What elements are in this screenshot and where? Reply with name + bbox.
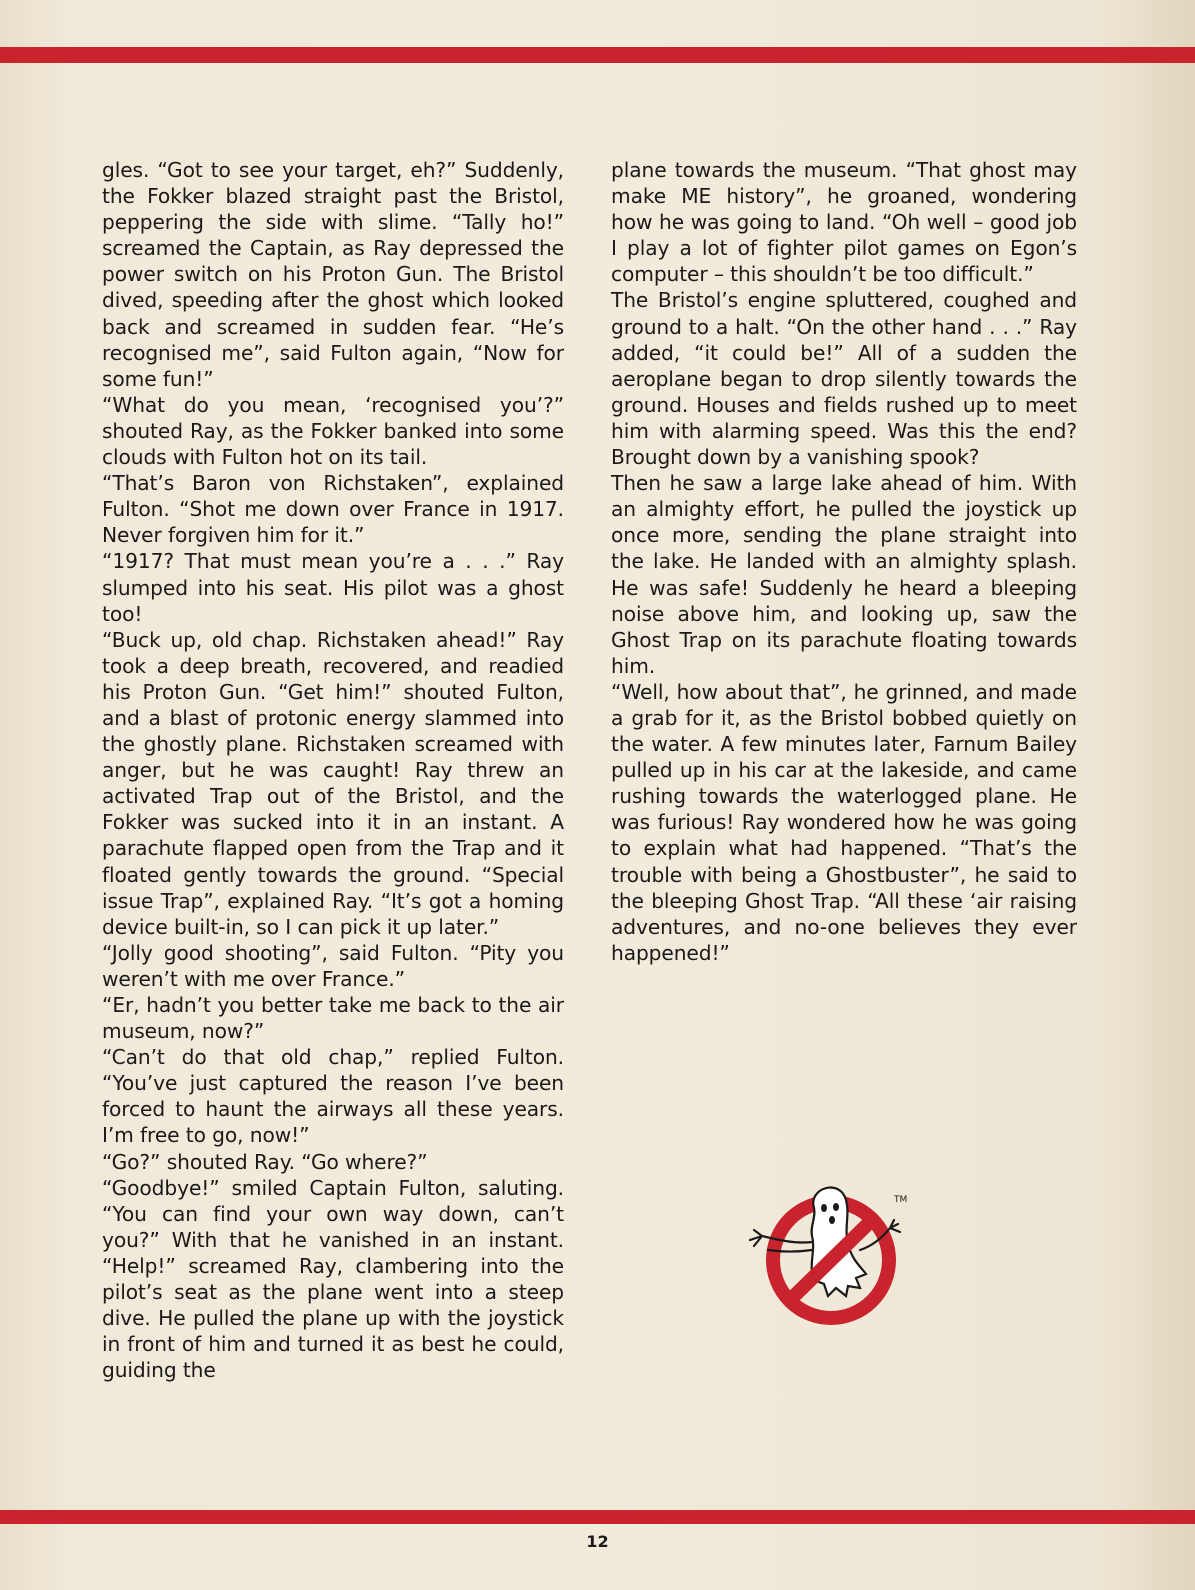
page-number: 12 [586,1532,609,1551]
paragraph: “Well, how about that”, he grinned, and made a grab for it, as the Bristol bobbed quietly on the water. A few minutes later, Farnum Bailey pulled up in his car at the lakeside, and came rushing towards the waterlogged plane. He was furious! Ray wondered how he was going to explain what had happened. “That’s the trouble with being a Ghostbuster”, he said to the bleeping Ghost Trap. “All these ‘air raising adventures, and no-one believes they ever happened!” [611,679,1077,965]
paragraph: Then he saw a large lake ahead of him. With an almighty effort, he pulled the joystick up once more, sending the plane straight into the lake. He landed with an almighty splash. He was safe! Suddenly he heard a bleeping noise above him, and looking up, saw the Ghost Trap on its parachute floating towards him. [611,471,1077,678]
paragraph: “Er, hadn’t you better take me back to the air museum, now?” [102,993,564,1044]
paragraph: “That’s Baron von Richstaken”, explained Fulton. “Shot me down over France in 1917. Never forgiven him for it.” [102,471,564,548]
paragraph: “1917? That must mean you’re a . . .” Ray slumped into his seat. His pilot was a ghost too! [102,549,564,626]
paragraph: “Goodbye!” smiled Captain Fulton, saluting. “You can find your own way down, can’t you?” With that he vanished in an instant. “Help!” screamed Ray, clambering into the pilot’s seat as the plane went into a steep dive. He pulled the plane up with the joystick in front of him and turned it as best he could, guiding the [102,1175,564,1383]
paragraph: “Buck up, old chap. Richstaken ahead!” Ray took a deep breath, recovered, and readied his Proton Gun. “Get him!” shouted Fulton, and a blast of protonic energy slammed into the ghostly plane. Richstaken screamed with anger, but he was caught! Ray threw an activated Trap out of the Bristol, and the Fokker was sucked into it in an instant. A parachute flapped open from the Trap and it floated gently towards the ground. “Special issue Trap”, explained Ray. “It’s got a homing device built-in, so I can pick it up later.” [102,627,564,939]
paragraph: “What do you mean, ‘recognised you’?” shouted Ray, as the Fokker banked into some clouds with Fulton hot on its tail. [102,392,564,470]
paragraph: plane towards the museum. “That ghost may make ME history”, he groaned, wondering how he was going to land. “Oh well – good job I play a lot of fighter pilot games on Egon’s computer – this shouldn’t be too difficult.” [611,158,1077,287]
paragraph: The Bristol’s engine spluttered, coughed and ground to a halt. “On the other hand . . .” Ray added, “it could be!” All of a sudden the aeroplane began to drop silently towards the ground. Houses and fields rushed up to meet him with alarming speed. Was this the end? Brought down by a vanishing spook? [611,288,1077,470]
paragraph: gles. “Got to see your target, eh?” Suddenly, the Fokker blazed straight past the Bristol, peppering the side with slime. “Tally ho!” screamed the Captain, as Ray depressed the power switch on his Proton Gun. The Bristol dived, speeding after the ghost which looked back and screamed in sudden fear. “He’s recognised me”, said Fulton again, “Now for some fun!” [102,158,564,391]
trademark-mark: TM [894,1195,908,1205]
top-red-rule [0,47,1195,63]
ghostbusters-no-ghost-logo-icon [748,1170,918,1330]
right-text-column [611,157,1077,966]
paragraph: “Go?” shouted Ray. “Go where?” [102,1149,428,1174]
paragraph: “Can’t do that old chap,” replied Fulton. “You’ve just captured the reason I’ve been forced to haunt the airways all these years. I’m free to go, now!” [102,1045,564,1148]
paragraph: “Jolly good shooting”, said Fulton. “Pity you weren’t with me over France.” [102,940,564,991]
left-text-column [102,157,564,1383]
bottom-red-rule [0,1510,1195,1524]
